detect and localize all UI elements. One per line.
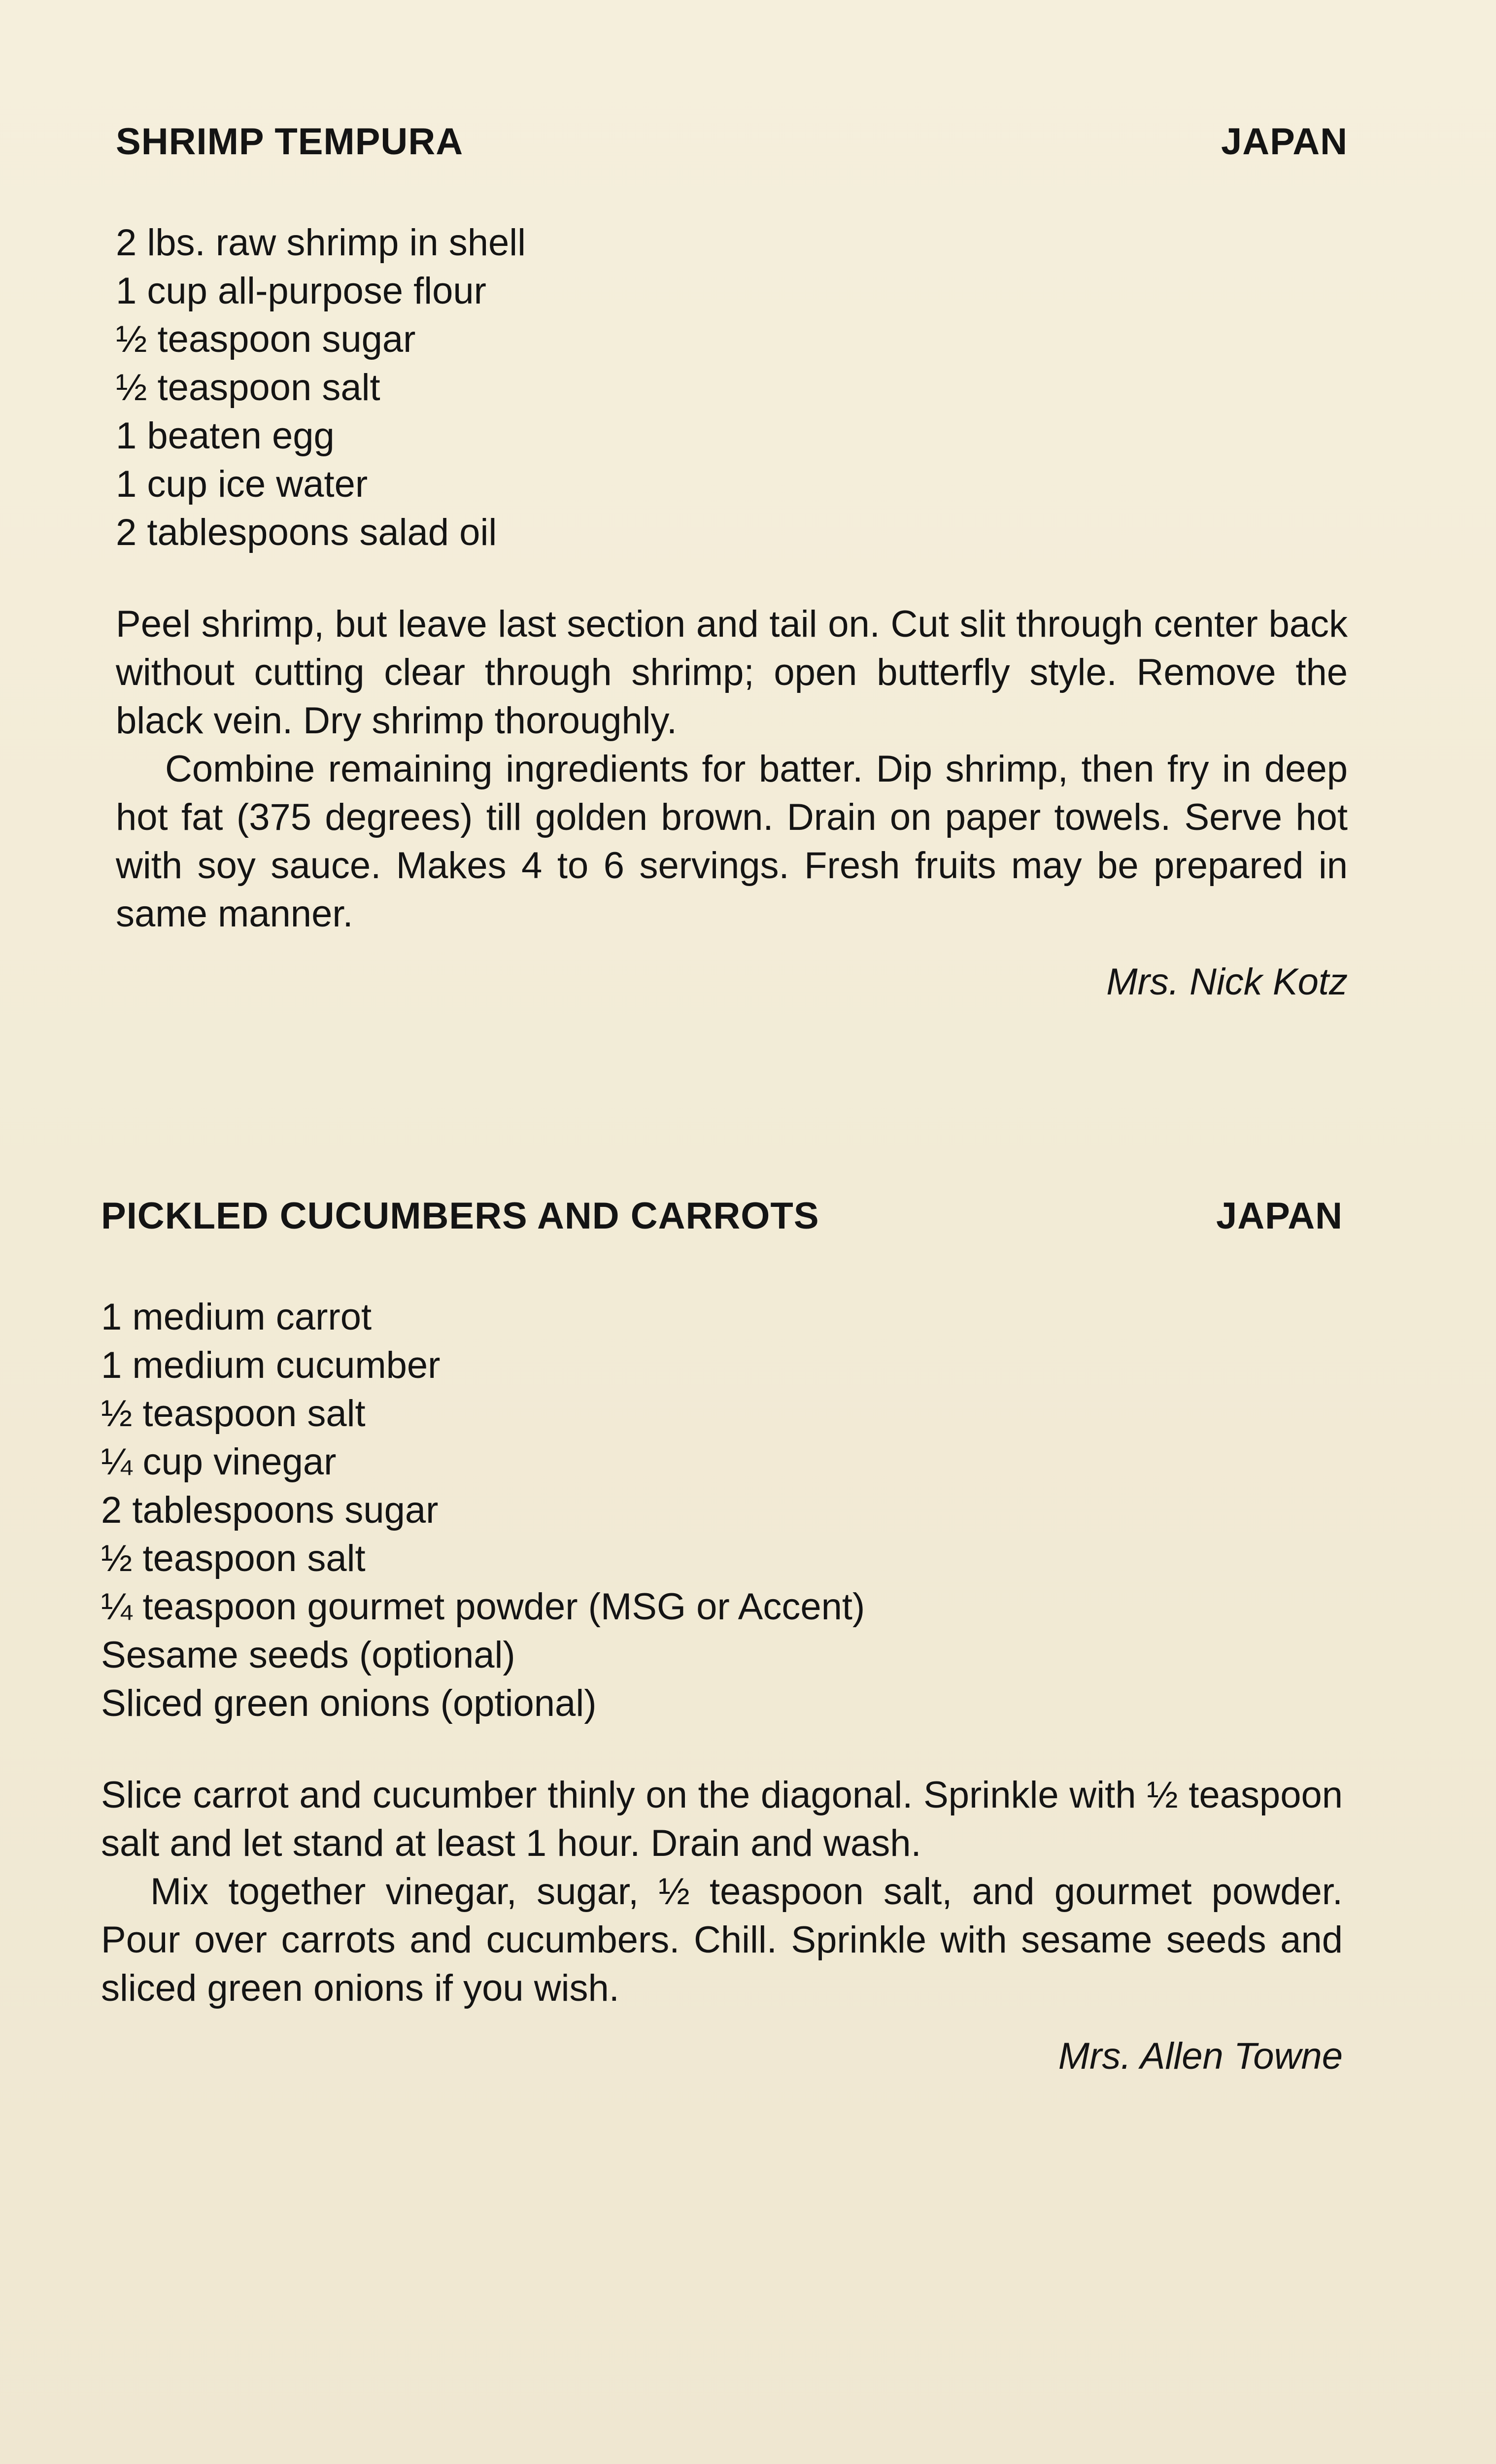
direction-paragraph: Mix together vinegar, sugar, ½ teaspoon salt, and gourmet powder. Pour over carrots and cucumbers. Chill. Sprinkle with sesame seeds and sliced green onions if you wish.	[101, 1871, 1343, 2009]
direction-paragraph: Peel shrimp, but leave last section and tail on. Cut slit through center back without cutting clear through shrimp; open butterfly style. Remove the black vein. Dry shrimp thoroughly.	[116, 603, 1348, 742]
ingredient-item: ½ teaspoon sugar	[116, 318, 416, 360]
direction-paragraph: Slice carrot and cucumber thinly on the diagonal. Sprinkle with ½ teaspoon salt and let stand at least 1 hour. Drain and wash.	[101, 1774, 1343, 1864]
ingredient-item: 1 beaten egg	[116, 415, 335, 457]
direction-paragraph: Combine remaining ingredients for batter. Dip shrimp, then fry in deep hot fat (375 degrees) till golden brown. Drain on paper towels. Serve hot with soy sauce. Makes 4 to 6 servings. Fresh fruits may be prepared in same manner.	[116, 748, 1348, 935]
recipe-shrimp-tempura	[116, 123, 1348, 1006]
directions	[116, 600, 1348, 938]
ingredient-item: ½ teaspoon salt	[101, 1393, 366, 1435]
ingredient-item: ½ teaspoon salt	[116, 367, 380, 409]
ingredient-item: 1 medium carrot	[101, 1296, 372, 1338]
ingredient-item: 1 medium cucumber	[101, 1344, 441, 1386]
ingredient-item: 2 tablespoons salad oil	[116, 512, 497, 553]
recipe-header	[116, 123, 1348, 161]
ingredient-item: Sliced green onions (optional)	[101, 1682, 597, 1724]
ingredient-item: ½ teaspoon salt	[101, 1538, 366, 1579]
ingredient-item: 2 lbs. raw shrimp in shell	[116, 222, 526, 264]
recipe-origin: JAPAN	[1216, 1195, 1343, 1237]
ingredient-item: ¼ cup vinegar	[101, 1441, 337, 1483]
ingredient-item: 1 cup all-purpose flour	[116, 270, 486, 312]
directions	[101, 1771, 1343, 2013]
contributor-signature: Mrs. Allen Towne	[1058, 2035, 1343, 2077]
ingredient-item: Sesame seeds (optional)	[101, 1634, 515, 1676]
ingredient-item: ¼ teaspoon gourmet powder (MSG or Accent)	[101, 1586, 865, 1628]
ingredient-item: 1 cup ice water	[116, 463, 368, 505]
recipe-title: PICKLED CUCUMBERS AND CARROTS	[101, 1195, 819, 1237]
ingredient-item: 2 tablespoons sugar	[101, 1489, 439, 1531]
recipe-pickled-cucumbers-carrots	[101, 1195, 1343, 2081]
ingredient-list	[116, 219, 1348, 557]
recipe-title: SHRIMP TEMPURA	[116, 121, 464, 163]
ingredient-list	[101, 1293, 1343, 1728]
recipe-header	[101, 1195, 1343, 1237]
recipe-origin: JAPAN	[1221, 121, 1348, 163]
contributor-signature: Mrs. Nick Kotz	[1106, 961, 1348, 1003]
